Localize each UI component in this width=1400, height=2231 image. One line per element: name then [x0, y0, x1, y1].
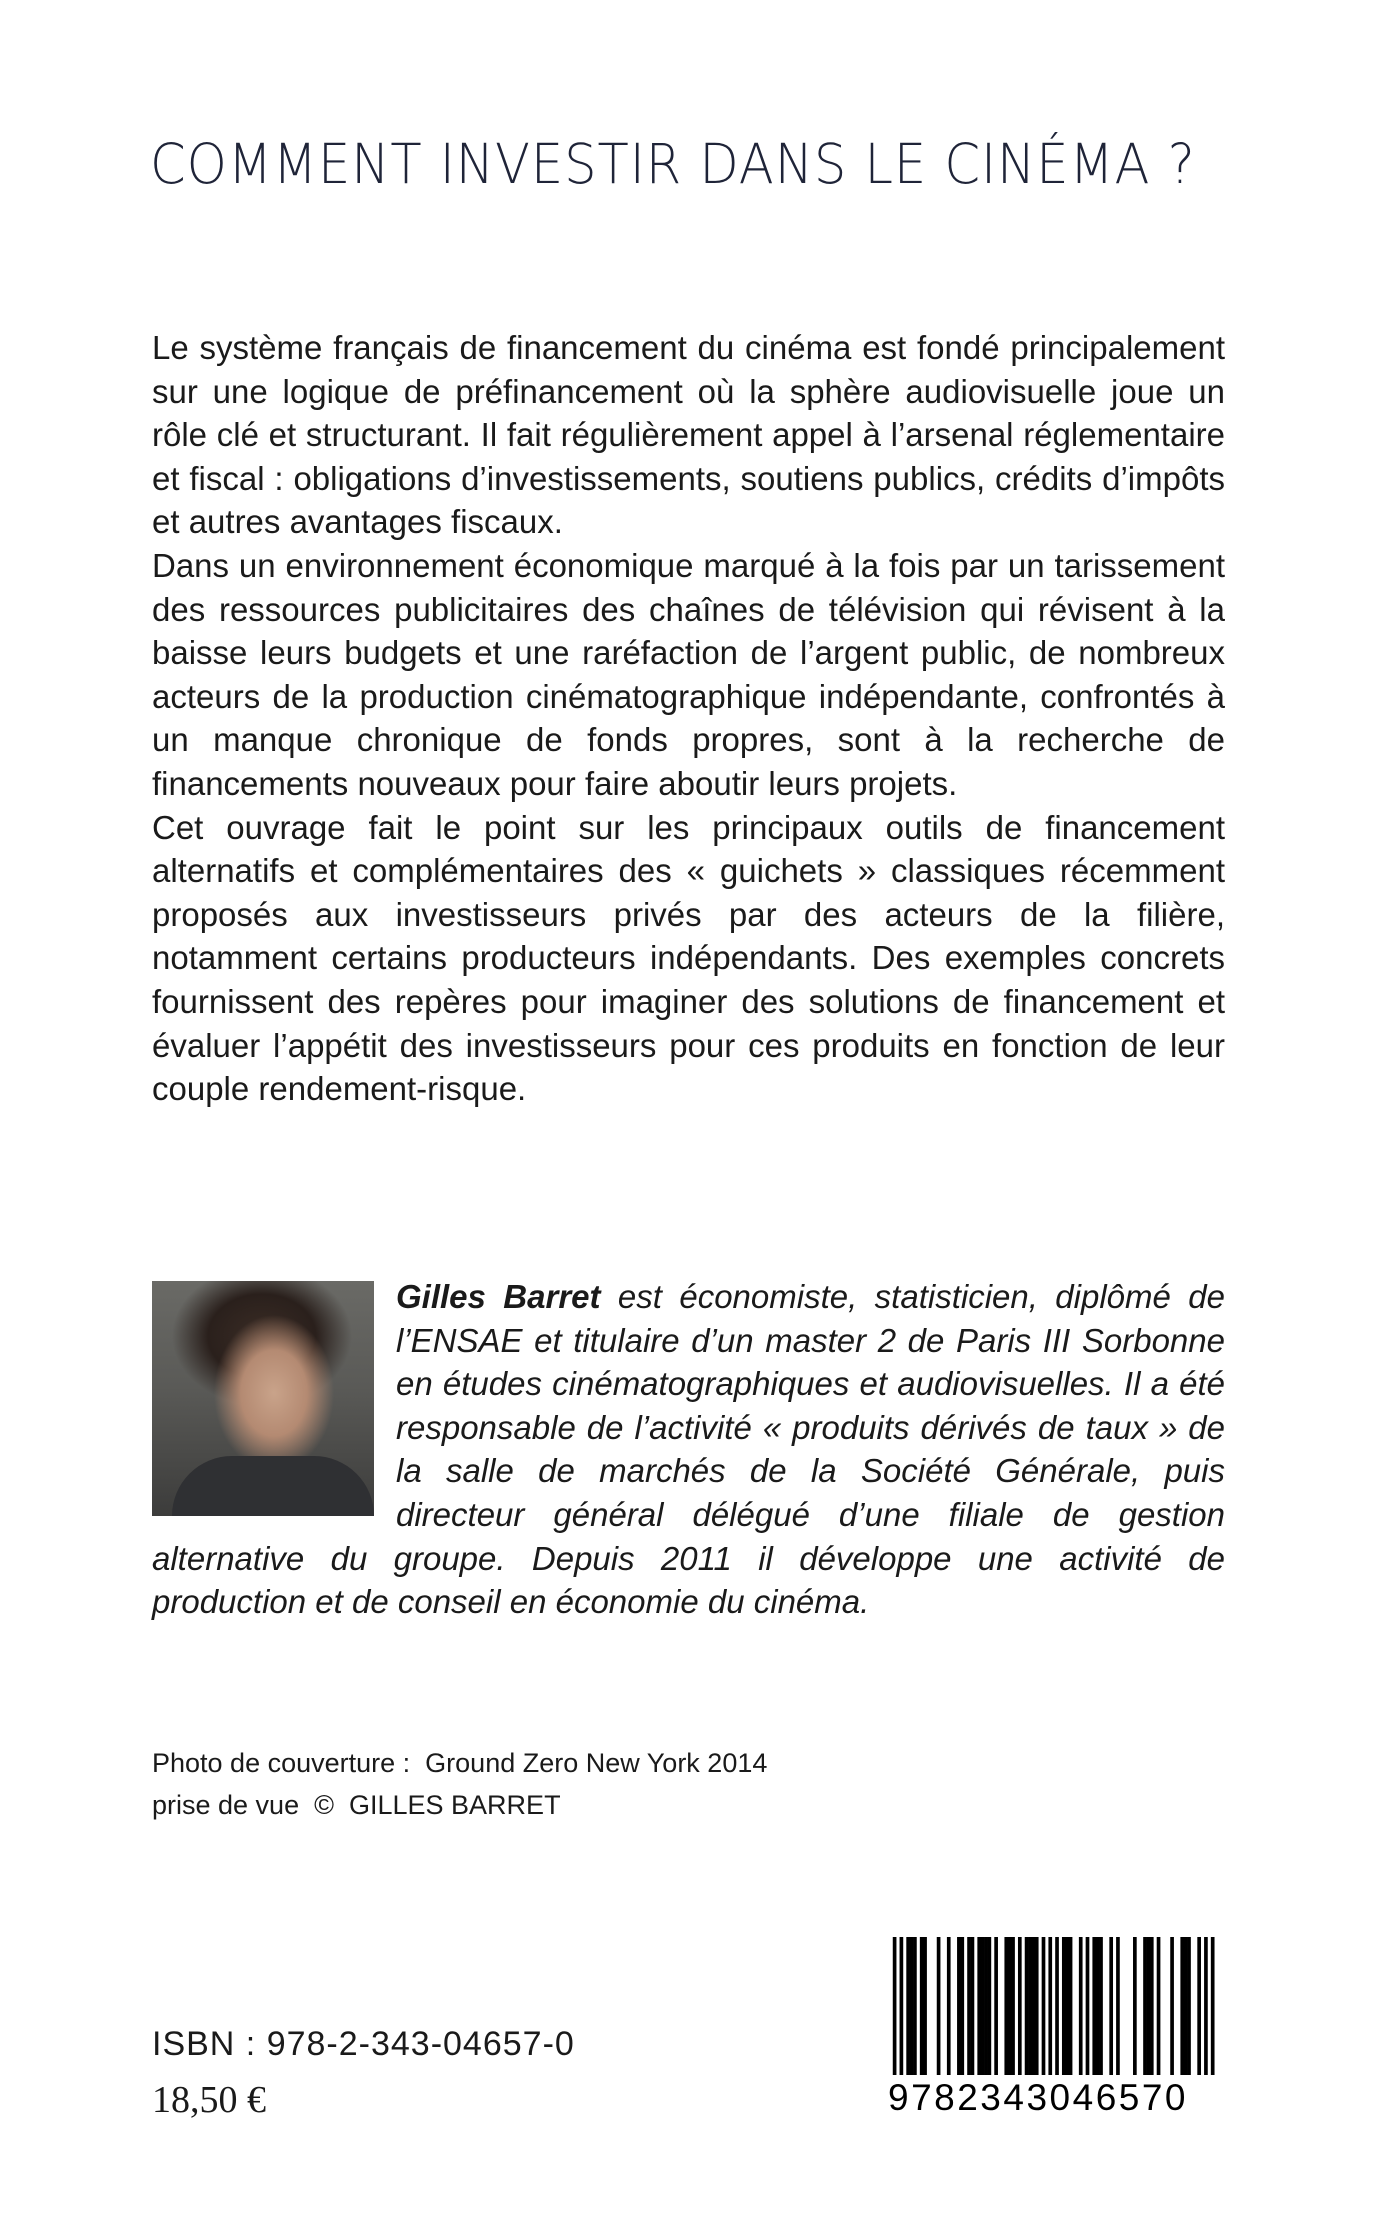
- barcode-bar: [1035, 1937, 1039, 2075]
- cover-photo-credit: Photo de couverture : Ground Zero New York 2014: [152, 1748, 768, 1778]
- book-title: COMMENT INVESTIR DANS LE CINÉMA ?: [150, 132, 1196, 196]
- barcode-bar: [960, 1937, 964, 2075]
- barcode-bar: [1099, 1937, 1103, 2075]
- barcode-bar: [1032, 1937, 1036, 2075]
- barcode-bar: [1157, 1937, 1161, 2075]
- barcode-bar: [1180, 1937, 1184, 2075]
- barcode-bar: [1170, 1937, 1174, 2075]
- summary-paragraph: Le système français de financement du cinéma est fondé principalement sur une logique de préfinancement où la sphère audiovisuelle joue un rôle clé et structurant. Il fait régulièrement appel à l’arsenal réglementaire et fiscal : obligations d’investissements, soutiens publics, crédits d’impôts et autres avantages fiscaux.: [152, 329, 1225, 541]
- barcode-bar: [893, 1937, 897, 2075]
- barcode-bar: [977, 1937, 981, 2075]
- barcode-bar: [937, 1937, 941, 2075]
- author-bio: [152, 1275, 1225, 1624]
- barcode-bar: [1187, 1937, 1191, 2075]
- barcode-bar: [1048, 1937, 1052, 2075]
- barcode-bar: [967, 1937, 971, 2075]
- barcode-bar: [920, 1937, 924, 2075]
- barcode-bars: [886, 1937, 1221, 2077]
- barcode-bar: [1055, 1937, 1059, 2075]
- barcode-bar: [1147, 1937, 1151, 2075]
- barcode-digits: 9782343046570: [888, 2077, 1189, 2118]
- barcode-bar: [1025, 1937, 1029, 2075]
- photo-credits: [152, 1742, 767, 1826]
- isbn: ISBN : 978-2-343-04657-0: [152, 2025, 575, 2063]
- barcode-bar: [1096, 1937, 1100, 2075]
- barcode-bar: [910, 1937, 914, 2075]
- author-photo-shirt: [172, 1456, 374, 1516]
- photographer-credit: prise de vue © GILLES BARRET: [152, 1790, 561, 1820]
- summary-paragraph: Dans un environnement économique marqué à la fois par un tarissement des ressources publicitaires des chaînes de télévision qui révisent à la baisse leurs budgets et une raréfaction de l’argent public, de nombreux acteurs de la production cinématographique indépendante, confrontés à un manque chronique de fonds propres, sont à la recherche de financements nouveaux pour faire aboutir leurs projets.: [152, 546, 1225, 802]
- barcode-bar: [947, 1937, 951, 2075]
- barcode-bar: [1069, 1937, 1073, 2075]
- barcode-bar: [1143, 1937, 1147, 2075]
- barcode-bar: [1062, 1937, 1066, 2075]
- barcode-bar: [1042, 1937, 1046, 2075]
- barcode-bar: [913, 1937, 917, 2075]
- barcode-bar: [900, 1937, 904, 2075]
- barcode-bar: [1008, 1937, 1012, 2075]
- barcode-bar: [1011, 1937, 1015, 2075]
- price: 18,50 €: [152, 2079, 266, 2121]
- barcode-bar: [1211, 1937, 1215, 2075]
- barcode-bar: [1004, 1937, 1008, 2075]
- barcode-bar: [1018, 1937, 1022, 2075]
- barcode-bar: [994, 1937, 998, 2075]
- author-name: Gilles Barret: [396, 1278, 601, 1315]
- barcode-bar: [1204, 1937, 1208, 2075]
- barcode-bar: [981, 1937, 985, 2075]
- barcode-bar: [923, 1937, 927, 2075]
- barcode-bar: [1065, 1937, 1069, 2075]
- author-photo: [152, 1281, 374, 1516]
- barcode-bar: [957, 1937, 961, 2075]
- barcode-bar: [1116, 1937, 1120, 2075]
- barcode-bar: [984, 1937, 988, 2075]
- barcode: [886, 1937, 1221, 2137]
- barcode-bar: [1092, 1937, 1096, 2075]
- barcode-bar: [1133, 1937, 1137, 2075]
- barcode-bar: [1028, 1937, 1032, 2075]
- barcode-bar: [1109, 1937, 1113, 2075]
- back-cover-summary: [152, 326, 1225, 1111]
- barcode-bar: [988, 1937, 992, 2075]
- author-bio-text: est économiste, statisticien, diplômé de l’ENSAE et titulaire d’un master 2 de Paris III Sorbonne en études cinématographiques et audiovisuelles. Il a été responsable de l’activité « produits dérivés de taux » de la salle de marchés de la Société Générale, puis directeur général délégué d’une filiale de gestion alternative du groupe. Depuis 2011 il développe une activité de production et de conseil en économie du cinéma.: [152, 1278, 1225, 1621]
- barcode-bar: [1184, 1937, 1188, 2075]
- barcode-bar: [971, 1937, 975, 2075]
- barcode-bar: [1150, 1937, 1154, 2075]
- barcode-bar: [1086, 1937, 1090, 2075]
- summary-paragraph: Cet ouvrage fait le point sur les principaux outils de financement alternatifs et complémentaires des « guichets » classiques récemment proposés aux investisseurs privés par des acteurs de la filière, notamment certains producteurs indépendants. Des exemples concrets fournissent des repères pour imaginer des solutions de financement et évaluer l’appétit des investisseurs pour ces produits en fonction de leur couple rendement-risque.: [152, 808, 1225, 1108]
- barcode-bar: [906, 1937, 910, 2075]
- barcode-bar: [1079, 1937, 1083, 2075]
- barcode-bar: [1197, 1937, 1201, 2075]
